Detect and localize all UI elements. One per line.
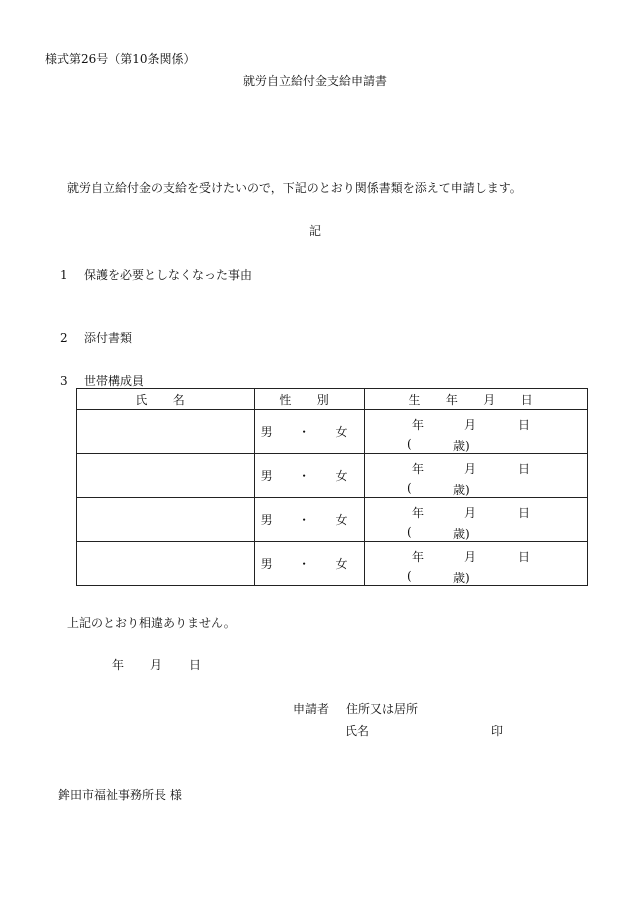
header-sex: 性 別 [255, 389, 365, 410]
seal-mark: 印 [491, 724, 504, 738]
name-cell[interactable] [77, 542, 255, 586]
age-paren-open: ( [407, 569, 412, 583]
date-day-label: 日 [189, 658, 202, 672]
birthdate-cell[interactable] [365, 542, 588, 586]
day-label: 日 [518, 462, 531, 476]
sex-cell[interactable]: 男 ・ 女 [255, 498, 365, 542]
age-label: 歳) [453, 483, 470, 497]
document-title: 就労自立給付金支給申請書 [242, 74, 387, 88]
date-month-label: 月 [150, 658, 163, 672]
header-birthdate: 生 年 月 日 [365, 389, 588, 410]
applicant-label: 申請者 [293, 702, 330, 716]
name-label: 氏名 [345, 724, 370, 738]
table-row [77, 498, 588, 542]
table-header-row [77, 389, 588, 410]
ki-heading: 記 [308, 224, 321, 238]
item-label: 保護を必要としなくなった事由 [84, 268, 253, 282]
sex-cell[interactable]: 男 ・ 女 [255, 410, 365, 454]
day-label: 日 [518, 418, 531, 432]
item-number: 3 [60, 374, 68, 388]
table-row [77, 542, 588, 586]
month-label: 月 [464, 462, 477, 476]
header-name: 氏 名 [77, 389, 255, 410]
item-household [60, 372, 144, 389]
item-label: 世帯構成員 [84, 374, 145, 388]
table-row [77, 454, 588, 498]
birthdate-cell[interactable] [365, 498, 588, 542]
month-label: 月 [464, 506, 477, 520]
item-attachments [60, 329, 132, 346]
age-paren-open: ( [407, 525, 412, 539]
address-label: 住所又は居所 [346, 702, 419, 716]
item-reason [60, 266, 252, 283]
confirmation-text: 上記のとおり相違ありません。 [67, 616, 236, 630]
table-row [77, 410, 588, 454]
age-label: 歳) [453, 527, 470, 541]
intro-text: 就労自立給付金の支給を受けたいので，下記のとおり関係書類を添えて申請します。 [67, 181, 522, 195]
name-cell[interactable] [77, 410, 255, 454]
sex-cell[interactable]: 男 ・ 女 [255, 454, 365, 498]
year-label: 年 [412, 462, 425, 476]
sex-cell[interactable]: 男 ・ 女 [255, 542, 365, 586]
year-label: 年 [412, 506, 425, 520]
age-label: 歳) [453, 571, 470, 585]
name-cell[interactable] [77, 454, 255, 498]
month-label: 月 [464, 550, 477, 564]
household-table [76, 388, 588, 586]
name-cell[interactable] [77, 498, 255, 542]
item-label: 添付書類 [84, 331, 133, 345]
year-label: 年 [412, 550, 425, 564]
birthdate-cell[interactable] [365, 410, 588, 454]
birthdate-cell[interactable] [365, 454, 588, 498]
day-label: 日 [518, 506, 531, 520]
day-label: 日 [518, 550, 531, 564]
age-label: 歳) [453, 439, 470, 453]
age-paren-open: ( [407, 481, 412, 495]
item-number: 2 [60, 331, 68, 345]
month-label: 月 [464, 418, 477, 432]
addressee: 鉾田市福祉事務所長 様 [58, 788, 182, 802]
date-year-label: 年 [112, 658, 125, 672]
age-paren-open: ( [407, 437, 412, 451]
year-label: 年 [412, 418, 425, 432]
item-number: 1 [60, 268, 68, 282]
form-number: 様式第26号（第10条関係） [45, 52, 196, 66]
